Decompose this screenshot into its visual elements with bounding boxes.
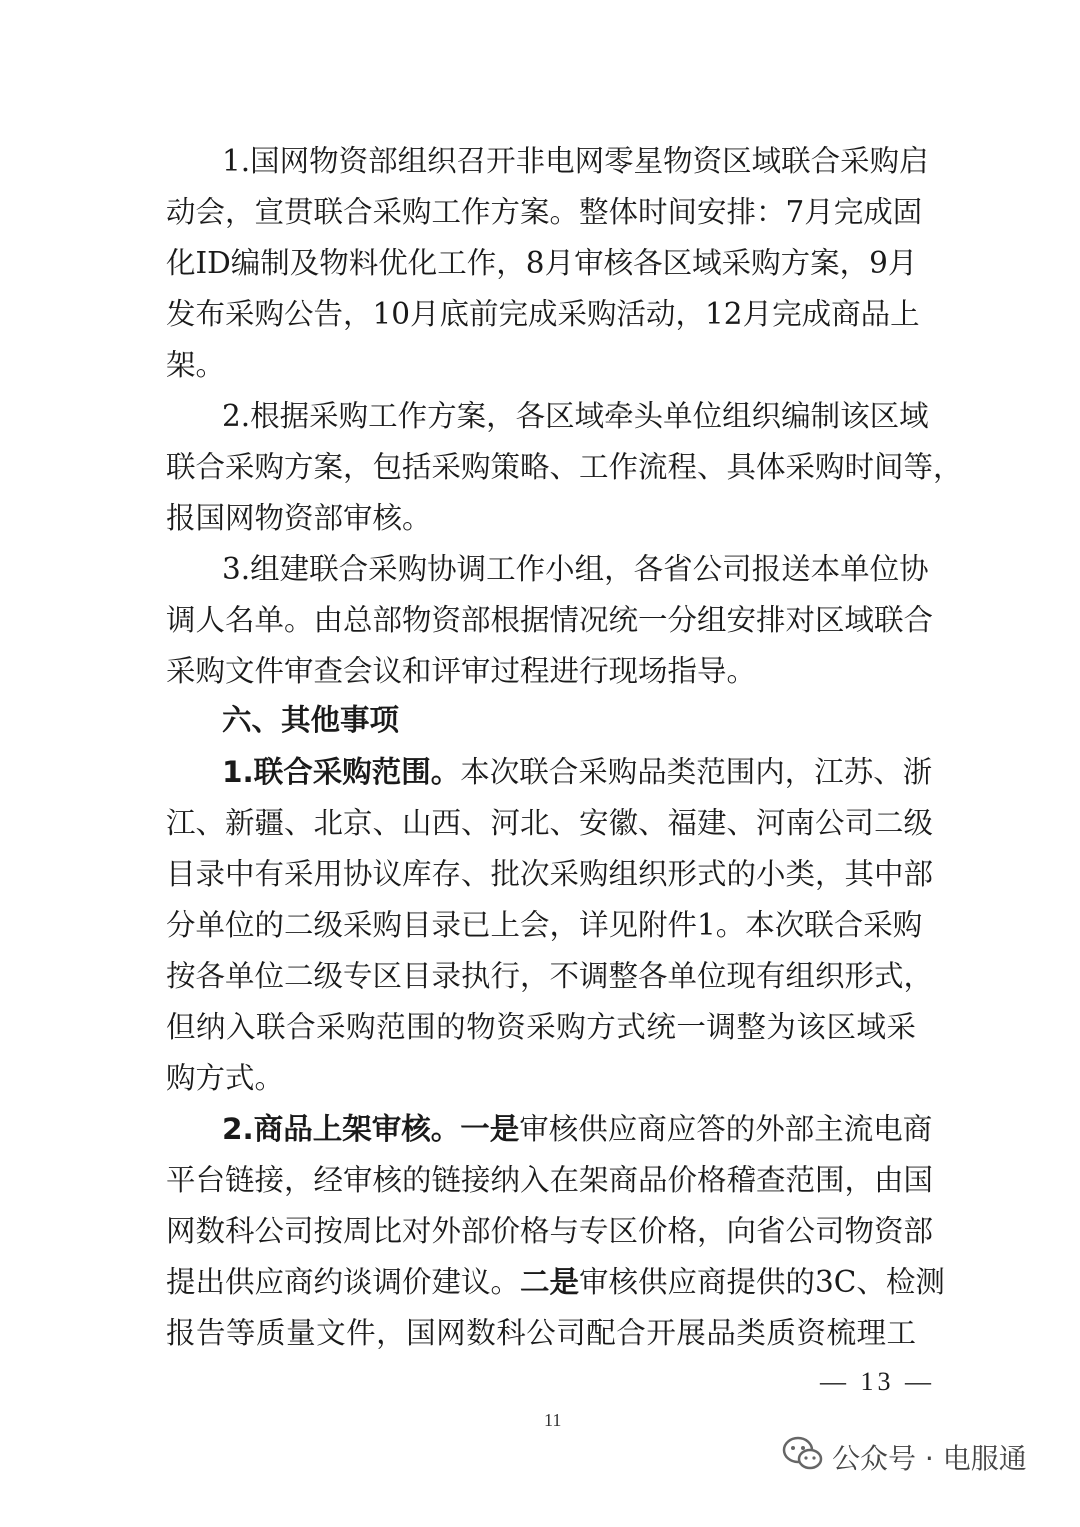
watermark-text: 公众号 · 电服通 — [832, 1442, 1027, 1475]
paragraph-line: 联合采购方案，包括采购策略、工作流程、具体采购时间等， — [166, 450, 963, 484]
watermark — [782, 1432, 1027, 1482]
line-text: 提出供应商约谈调价建议。 — [166, 1265, 521, 1299]
paragraph-line: 调人名单。由总部物资部根据情况统一分组安排对区域联合 — [166, 603, 934, 637]
footer-number: 11 — [544, 1410, 562, 1430]
paragraph-line: 分单位的二级采购目录已上会，详见附件1。本次联合采购 — [166, 908, 923, 942]
paragraph-line: 但纳入联合采购范围的物资采购方式统一调整为该区域采 — [166, 1010, 916, 1044]
bold-lead: 1.联合采购范围。 — [222, 755, 461, 789]
paragraph-line — [222, 1109, 933, 1149]
paragraph-line: 1.国网物资部组织召开非电网零星物资区域联合采购启 — [222, 144, 929, 178]
wechat-icon — [782, 1435, 824, 1480]
lead-text: 审核供应商应答的外部主流电商 — [519, 1112, 933, 1146]
bold-marker: 二是 — [520, 1265, 580, 1299]
paragraph-line — [166, 1262, 945, 1302]
paragraph-line: 江、新疆、北京、山西、河北、安徽、福建、河南公司二级 — [166, 806, 934, 840]
paragraph-line: 动会，宣贯联合采购工作方案。整体时间安排：7月完成固 — [166, 195, 923, 229]
paragraph-line: 3.组建联合采购协调工作小组，各省公司报送本单位协 — [222, 552, 929, 586]
lead-text: 本次联合采购品类范围内，江苏、浙 — [460, 755, 933, 789]
paragraph-line: 网数科公司按周比对外部价格与专区价格，向省公司物资部 — [166, 1214, 934, 1248]
paragraph-line: 发布采购公告，10月底前完成采购活动，12月完成商品上 — [166, 297, 920, 331]
paragraph-line: 报国网物资部审核。 — [166, 501, 432, 535]
paragraph-line: 平台链接，经审核的链接纳入在架商品价格稽查范围，由国 — [166, 1163, 934, 1197]
paragraph-line: 按各单位二级专区目录执行，不调整各单位现有组织形式， — [166, 959, 934, 993]
paragraph-line: 化ID编制及物料优化工作，8月审核各区域采购方案，9月 — [166, 246, 918, 280]
paragraph-line: 采购文件审查会议和评审过程进行现场指导。 — [166, 654, 757, 688]
section-heading: 六、其他事项 — [222, 703, 400, 737]
line-text: 审核供应商提供的3C、检测 — [579, 1265, 945, 1299]
paragraph-line — [222, 752, 933, 792]
paragraph-line: 2.根据采购工作方案，各区域牵头单位组织编制该区域 — [222, 399, 929, 433]
paragraph-line: 购方式。 — [166, 1061, 285, 1095]
paragraph-line: 报告等质量文件，国网数科公司配合开展品类质资梳理工 — [166, 1316, 916, 1350]
page-number: — 13 — — [820, 1367, 935, 1396]
paragraph-line: 架。 — [166, 348, 226, 382]
paragraph-line: 目录中有采用协议库存、批次采购组织形式的小类，其中部 — [166, 857, 934, 891]
bold-lead: 2.商品上架审核。一是 — [222, 1112, 520, 1146]
